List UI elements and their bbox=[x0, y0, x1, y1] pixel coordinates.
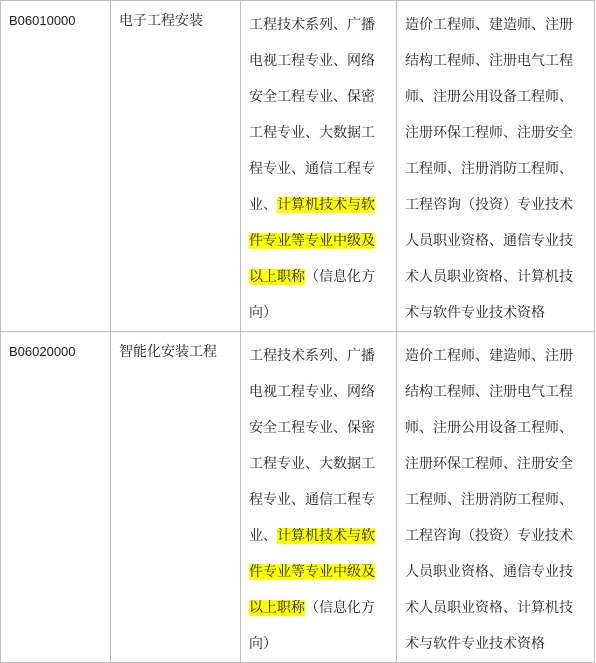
highlighted-requirement: 计算机技术与软件专业等专业中级及以上职称 bbox=[249, 528, 375, 616]
qualification-certificates: 造价工程师、建造师、注册结构工程师、注册电气工程师、注册公用设备工程师、注册环保工程师、注册安全工程师、注册消防工程师、工程咨询（投资）专业技术人员职业资格、通信专业技术人员职业资格、计算机技术与软件专业技术资格 bbox=[397, 332, 595, 663]
requirement-note: （信息化方向） bbox=[249, 269, 375, 321]
category-name: 智能化安装工程 bbox=[111, 332, 241, 663]
requirement-text: 工程技术系列、广播电视工程专业、网络安全工程专业、保密工程专业、大数据工程专业、通信工程专业、 bbox=[249, 348, 375, 544]
requirement-note: （信息化方向） bbox=[249, 600, 375, 652]
category-name: 电子工程安装 bbox=[111, 1, 241, 332]
highlighted-requirement: 计算机技术与软件专业等专业中级及以上职称 bbox=[249, 197, 375, 285]
title-requirement bbox=[241, 1, 397, 332]
table-row bbox=[1, 1, 595, 332]
category-code: B06020000 bbox=[1, 332, 111, 663]
table-row bbox=[1, 332, 595, 663]
title-requirement bbox=[241, 332, 397, 663]
category-code: B06010000 bbox=[1, 1, 111, 332]
qualification-certificates: 造价工程师、建造师、注册结构工程师、注册电气工程师、注册公用设备工程师、注册环保工程师、注册安全工程师、注册消防工程师、工程咨询（投资）专业技术人员职业资格、通信专业技术人员职业资格、计算机技术与软件专业技术资格 bbox=[397, 1, 595, 332]
requirement-text: 工程技术系列、广播电视工程专业、网络安全工程专业、保密工程专业、大数据工程专业、通信工程专业、 bbox=[249, 17, 375, 213]
